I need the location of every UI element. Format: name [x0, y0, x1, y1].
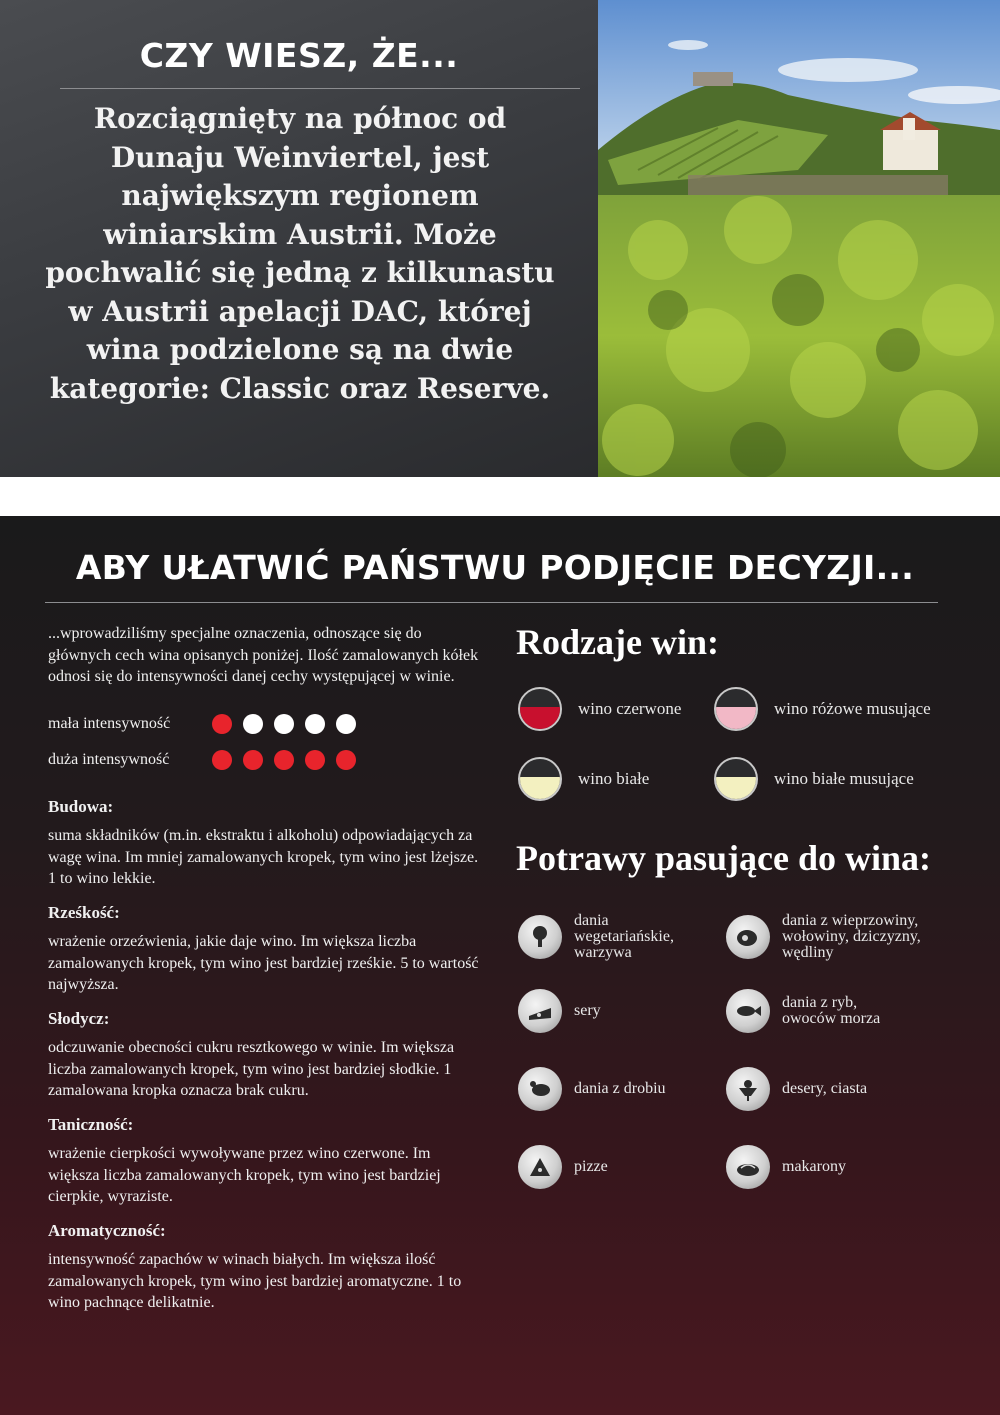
did-you-know-section [0, 0, 1000, 477]
filled-dot [212, 714, 232, 734]
scale-low-row [48, 706, 480, 742]
ham-icon [726, 915, 770, 959]
vegetable-icon [518, 915, 562, 959]
legend-intro: ...wprowadziliśmy specjalne oznaczenia, odnoszące się do głównych cech wina opisanych poniżej. Ilość zamalowanych kółek odnosi się do intensywności danej cechy występującej w winie. [48, 625, 479, 685]
food-dessert [726, 1067, 867, 1111]
scale-low-label: mała intensywność [48, 714, 171, 732]
fish-icon [726, 989, 770, 1033]
term-slodycz: Słodycz: [48, 1008, 110, 1028]
term-tanicznosc: Taniczność: [48, 1114, 134, 1134]
cheese-icon [518, 989, 562, 1033]
did-you-know-text: Rozciągnięty na północ od Dunaju Weinviertel, jest największym regionem winiarskim Austrii. Może pochwalić się jedną z kilkunastu w Austrii apelacji DAC, której wina podzielone są na dwie kategorie: Classic oraz Reserve. [45, 102, 555, 405]
scale-high-dots [212, 750, 356, 770]
empty-dot [336, 714, 356, 734]
wine-types-heading: Rodzaje win: [516, 622, 719, 662]
filled-dot [243, 750, 263, 770]
guide-divider [45, 602, 938, 603]
term-rzeskosc-desc: wrażenie orzeźwienia, jakie daje wino. Im większa liczba zamalowanych kropek, tym wino jest bardziej rześkie. 5 to wartość najwyższa. [48, 933, 479, 993]
scale-low-dots [212, 714, 356, 734]
filled-dot [336, 750, 356, 770]
term-aromatycznosc: Aromatyczność: [48, 1220, 166, 1240]
food-poultry [518, 1067, 666, 1111]
wine-type-rose-sparkling [714, 687, 931, 731]
did-you-know-panel [0, 0, 598, 477]
guide-title: ABY UŁATWIĆ PAŃSTWU PODJĘCIE DECYZJI... [75, 548, 915, 587]
white-wine-glass-icon [518, 757, 562, 801]
pasta-icon [726, 1145, 770, 1189]
foods-heading: Potrawy pasujące do wina: [516, 838, 931, 878]
food-cheese [518, 989, 601, 1033]
food-pizza [518, 1145, 608, 1189]
dessert-icon [726, 1067, 770, 1111]
filled-dot [274, 750, 294, 770]
guide-section [0, 516, 1000, 1415]
foods-grid [516, 895, 976, 1215]
food-pasta [726, 1145, 846, 1189]
term-budowa: Budowa: [48, 796, 114, 816]
filled-dot [305, 750, 325, 770]
wine-type-white [518, 757, 649, 801]
term-budowa-desc: suma składników (m.in. ekstraktu i alkoholu) odpowiadających za wagę wina. Im mniej zamalowanych kropek, tym wino jest lżejsze. 1 to wino lekkie. [48, 827, 479, 887]
empty-dot [305, 714, 325, 734]
red-wine-glass-icon [518, 687, 562, 731]
icons-column [516, 621, 976, 1215]
food-meat [726, 913, 921, 961]
food-vegetarian [518, 913, 674, 961]
white-sparkling-glass-icon [714, 757, 758, 801]
term-slodycz-desc: odczuwanie obecności cukru resztkowego w winie. Im większa liczba zamalowanych kropek, tym wino jest bardziej słodkie. 1 zamalowana kropka oznacza brak cukru. [48, 1039, 455, 1099]
wine-types-grid [516, 687, 976, 837]
poultry-icon [518, 1067, 562, 1111]
food-vegetarian-label: dania wegetariańskie, warzywa [574, 912, 674, 961]
legend-column [48, 623, 480, 1314]
term-aromatycznosc-desc: intensywność zapachów w winach białych. Im większa ilość zamalowanych kropek, tym wino jest bardziej aromatyczne. 1 to wino pachnące delikatnie. [48, 1251, 462, 1311]
food-pasta-label: makarony [782, 1158, 846, 1175]
food-cheese-label: sery [574, 1002, 601, 1019]
food-poultry-label: dania z drobiu [574, 1080, 666, 1097]
term-tanicznosc-desc: wrażenie cierpkości wywoływane przez wino czerwone. Im większa liczba zamalowanych kropek, tym wino jest bardziej cierpkie, wyraziste. [48, 1145, 441, 1205]
filled-dot [212, 750, 232, 770]
food-fish [726, 989, 880, 1033]
wine-type-white-sparkling-label: wino białe musujące [774, 769, 914, 788]
wine-type-red-label: wino czerwone [578, 699, 682, 718]
wine-type-rose-sparkling-label: wino różowe musujące [774, 699, 931, 718]
pizza-icon [518, 1145, 562, 1189]
empty-dot [274, 714, 294, 734]
vineyard-photo [598, 0, 1000, 477]
food-meat-label: dania z wieprzowiny, wołowiny, dziczyzny, wędliny [782, 912, 921, 961]
wine-type-white-sparkling [714, 757, 914, 801]
empty-dot [243, 714, 263, 734]
food-dessert-label: desery, ciasta [782, 1080, 868, 1097]
food-pizza-label: pizze [574, 1158, 608, 1175]
wine-type-white-label: wino białe [578, 769, 650, 788]
wine-type-red [518, 687, 681, 731]
scale-high-label: duża intensywność [48, 750, 170, 768]
term-rzeskosc: Rześkość: [48, 902, 120, 922]
title-divider [60, 88, 580, 89]
did-you-know-title: CZY WIESZ, ŻE... [139, 36, 459, 75]
scale-high-row [48, 742, 480, 778]
food-fish-label: dania z ryb, owoców morza [782, 994, 881, 1027]
rose-sparkling-glass-icon [714, 687, 758, 731]
